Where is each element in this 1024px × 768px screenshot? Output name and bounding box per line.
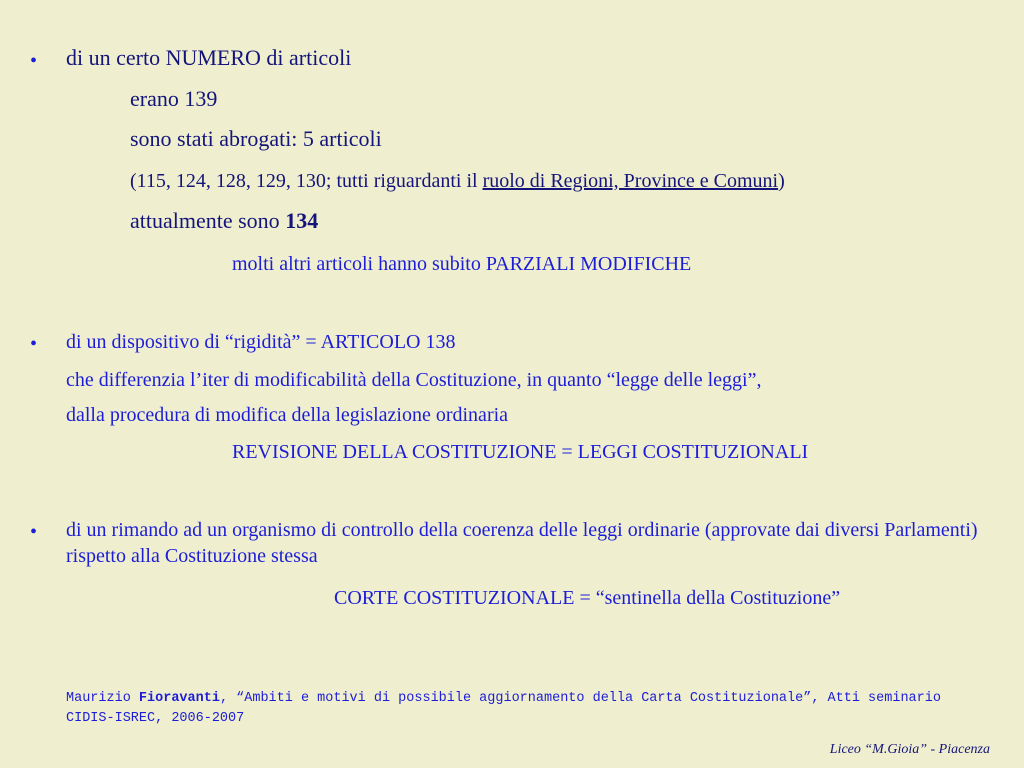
section1-attualmente <box>130 210 318 232</box>
attualmente-label: attualmente sono <box>130 208 286 233</box>
articles-list-link[interactable]: ruolo di Regioni, Province e Comuni <box>482 170 779 192</box>
articles-list-suffix: ) <box>778 170 785 192</box>
footer-school: Liceo “M.Gioia” - Piacenza <box>829 742 990 757</box>
section1-articles-list <box>130 171 785 191</box>
attualmente-number: 134 <box>285 208 319 233</box>
section2-line3: dalla procedura di modifica della legislazione ordinaria <box>66 404 509 426</box>
section1-heading: di un certo NUMERO di articoli <box>66 45 352 70</box>
bullet-2: • <box>30 333 38 355</box>
bullet-3: • <box>30 521 38 543</box>
articles-list-prefix: (115, 124, 128, 129, 130; tutti riguardanti il <box>130 170 483 192</box>
citation-author-last: Fioravanti <box>138 691 220 706</box>
section2-heading: di un dispositivo di “rigidità” = ARTICOLO 138 <box>66 331 456 353</box>
citation-author-first: Maurizio <box>66 691 139 706</box>
bullet-1: • <box>30 50 38 72</box>
section3-text: di un rimando ad un organismo di controllo della coerenza delle leggi ordinarie (approvate dai diversi Parlamenti) rispetto alla Costituzione stessa <box>66 519 978 567</box>
section1-erano: erano 139 <box>130 86 218 111</box>
citation <box>66 689 966 729</box>
section2-line4: REVISIONE DELLA COSTITUZIONE = LEGGI COSTITUZIONALI <box>232 441 809 463</box>
section2-line2: che differenzia l’iter di modificabilità della Costituzione, in quanto “legge delle leggi”, <box>66 369 762 391</box>
section1-modifiche: molti altri articoli hanno subito PARZIALI MODIFICHE <box>232 253 692 275</box>
citation-rest: , “Ambiti e motivi di possibile aggiornamento della Carta Costituzionale”, Atti seminario CIDIS-ISREC, 2006-2007 <box>66 691 941 726</box>
section1-abrogati: sono stati abrogati: 5 articoli <box>130 126 382 151</box>
section3-line2: CORTE COSTITUZIONALE = “sentinella della Costituzione” <box>334 587 841 609</box>
